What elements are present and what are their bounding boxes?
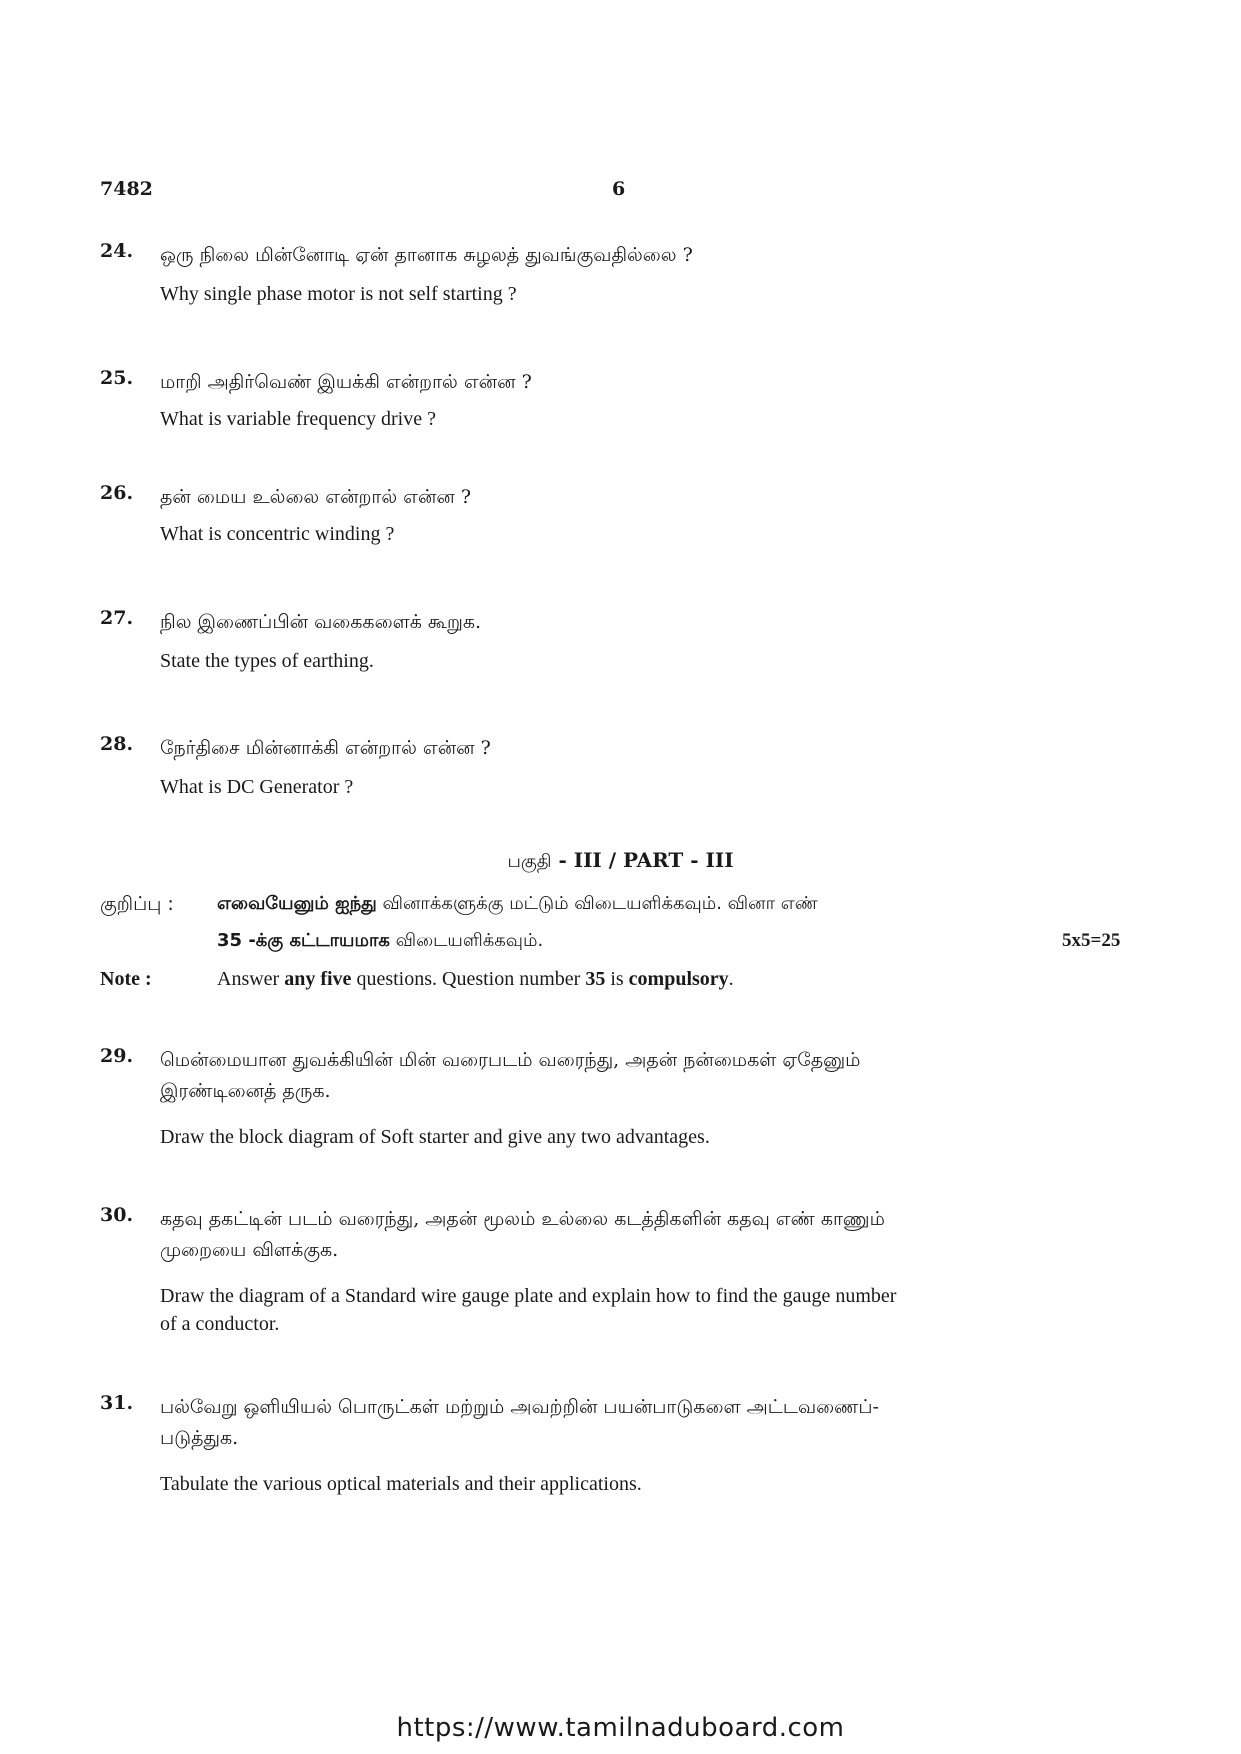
question-english (160, 1282, 1100, 1338)
question-number: 27. (100, 607, 134, 629)
question-tamil-line: மென்மையான துவக்கியின் மின் வரைபடம் வரைந்து, அதன் நன்மைகள் ஏதேனும் (160, 1049, 861, 1071)
note-english-emphasis: 35 (585, 968, 606, 990)
question-english: What is variable frequency drive ? (160, 408, 436, 430)
question-number: 29. (100, 1045, 134, 1067)
question-number: 26. (100, 482, 134, 504)
note-tamil-line-1 (217, 893, 1097, 916)
question-english: State the types of earthing. (160, 650, 374, 672)
note-english-text: Answer (217, 968, 285, 990)
question-english: Why single phase motor is not self starting ? (160, 283, 517, 305)
question-tamil: ஒரு நிலை மின்னோடி ஏன் தானாக சுழலத் துவங்குவதில்லை ? (160, 244, 693, 266)
note-tamil-label: குறிப்பு : (100, 893, 174, 915)
note-english (217, 968, 734, 991)
question-tamil: மாறி அதிர்வெண் இயக்கி என்றால் என்ன ? (160, 371, 532, 393)
note-english-text: is (605, 968, 629, 990)
question-english: What is concentric winding ? (160, 523, 395, 545)
note-english-label: Note : (100, 968, 152, 990)
note-english-text: questions. Question number (351, 968, 586, 990)
question-number: 30. (100, 1204, 134, 1226)
question-english-line: Tabulate the various optical materials and their applications. (160, 1473, 642, 1495)
marks-allocation: 5x5=25 (1062, 930, 1121, 951)
question-english-line: Draw the block diagram of Soft starter and give any two advantages. (160, 1126, 710, 1148)
question-english-line: of a conductor. (160, 1313, 280, 1335)
note-english-emphasis: compulsory (628, 968, 729, 990)
question-tamil-line: படுத்துக. (160, 1427, 239, 1449)
question-tamil (160, 1392, 1100, 1454)
question-english: What is DC Generator ? (160, 776, 354, 798)
footer-url: https://www.tamilnaduboard.com (396, 1713, 845, 1743)
question-tamil: நில இணைப்பின் வகைகளைக் கூறுக. (160, 611, 482, 633)
note-tamil-line-2 (217, 930, 543, 953)
question-tamil-line: முறையை விளக்குக. (160, 1239, 339, 1261)
part-heading-english: - III / PART - III (558, 848, 734, 872)
question-number: 28. (100, 733, 134, 755)
question-english-line: Draw the diagram of a Standard wire gauge plate and explain how to find the gauge number (160, 1285, 897, 1307)
part-three-heading (0, 848, 1241, 874)
note-english-text: . (728, 968, 734, 990)
note-tamil-emphasis: 35 -க்கு கட்டாயமாக (217, 930, 390, 951)
question-number: 24. (100, 240, 134, 262)
part-heading-tamil: பகுதி (507, 851, 552, 872)
note-tamil-text: வினாக்களுக்கு மட்டும் விடையளிக்கவும். வினா எண் (376, 893, 818, 914)
question-number: 25. (100, 367, 134, 389)
note-tamil-emphasis: எவையேனும் ஐந்து (217, 893, 377, 914)
question-tamil (160, 1045, 1100, 1107)
question-tamil: தன் மைய உல்லை என்றால் என்ன ? (160, 486, 472, 508)
question-english (160, 1470, 1100, 1498)
page-number: 6 (612, 178, 626, 200)
note-tamil-text: விடையளிக்கவும். (389, 930, 544, 951)
question-tamil-line: இரண்டினைத் தருக. (160, 1080, 331, 1102)
question-tamil: நேர்திசை மின்னாக்கி என்றால் என்ன ? (160, 737, 491, 759)
note-english-emphasis: any five (284, 968, 352, 990)
question-english (160, 1123, 1100, 1151)
question-tamil (160, 1204, 1100, 1266)
question-tamil-line: பல்வேறு ஒளியியல் பொருட்கள் மற்றும் அவற்றின் பயன்பாடுகளை அட்டவணைப்- (160, 1396, 879, 1418)
paper-code: 7482 (100, 178, 153, 200)
question-number: 31. (100, 1392, 134, 1414)
question-tamil-line: கதவு தகட்டின் படம் வரைந்து, அதன் மூலம் உல்லை கடத்திகளின் கதவு எண் காணும் (160, 1208, 885, 1230)
